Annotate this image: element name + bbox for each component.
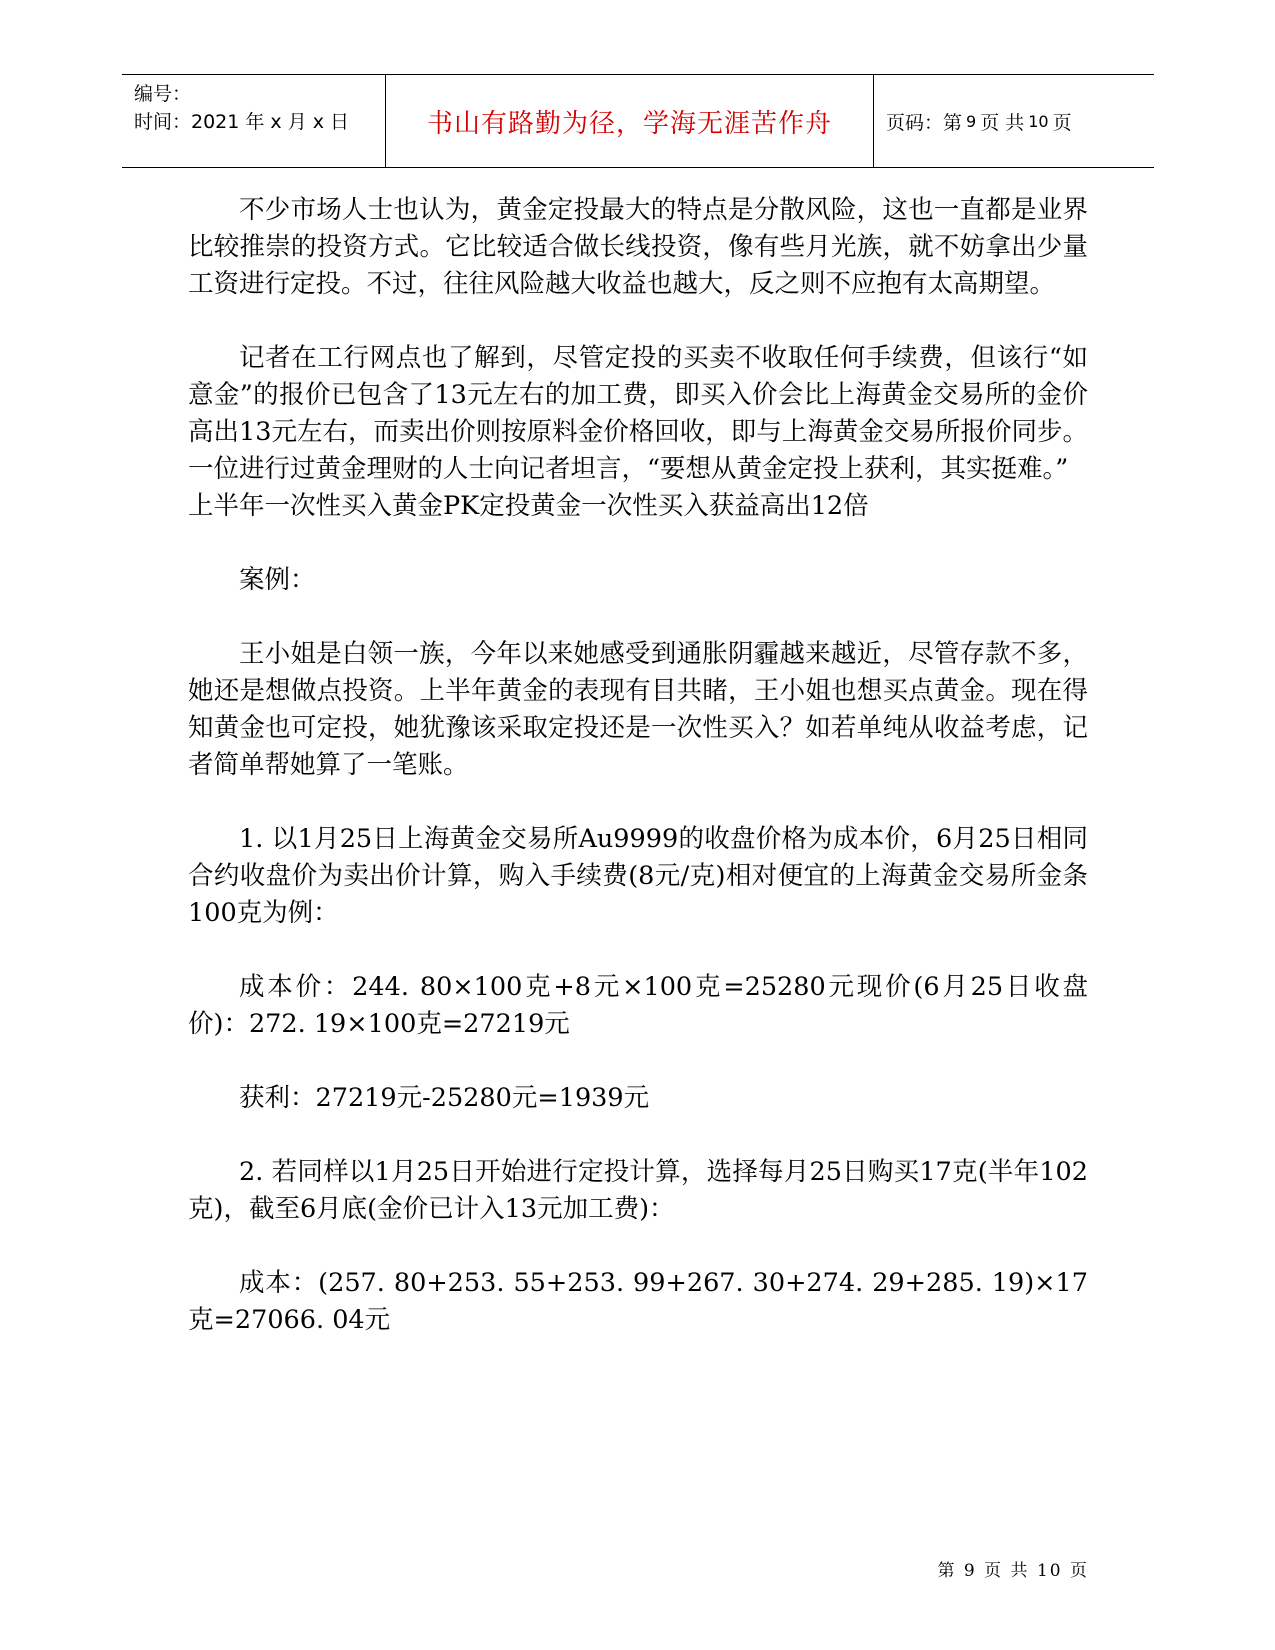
motto-text: 书山有路勤为径，学海无涯苦作舟 xyxy=(426,108,832,139)
page-mid: 页 共 xyxy=(980,111,1025,134)
paragraph-calc-1: 1. 以1月25日上海黄金交易所Au9999的收盘价格为成本价，6月25日相同合约收盘价为卖出价计算，购入手续费(8元/克)相对便宜的上海黄金交易所金条100克为例： xyxy=(188,824,1088,928)
header-motto-cell xyxy=(386,75,874,167)
page-prefix: 页码：第 xyxy=(886,111,963,134)
page-total: 10 xyxy=(1028,111,1049,131)
header-meta-cell xyxy=(122,75,386,167)
date-label: 时间：2021 年 x 月 x 日 xyxy=(134,111,350,133)
paragraph-market-view: 不少市场人士也认为，黄金定投最大的特点是分散风险，这也一直都是业界比较推崇的投资方式。它比较适合做长线投资，像有些月光族，就不妨拿出少量工资进行定投。不过，往往风险越大收益也越大，反之则不应抱有太高期望。 xyxy=(188,195,1088,299)
document-body xyxy=(188,192,1088,1339)
page-current: 9 xyxy=(966,111,977,131)
page-suffix: 页 xyxy=(1052,111,1072,134)
paragraph-case-label: 案例： xyxy=(239,565,316,595)
serial-label: 编号： xyxy=(134,83,192,105)
paragraph-case-story: 王小姐是白领一族，今年以来她感受到通胀阴霾越来越近，尽管存款不多，她还是想做点投资。上半年黄金的表现有目共睹，王小姐也想买点黄金。现在得知黄金也可定投，她犹豫该采取定投还是一次性买入？如若单纯从收益考虑，记者简单帮她算了一笔账。 xyxy=(188,639,1088,780)
document-header xyxy=(122,74,1154,168)
paragraph-icbc-fees: 记者在工行网点也了解到，尽管定投的买卖不收取任何手续费，但该行“如意金”的报价已包含了13元左右的加工费，即买入价会比上海黄金交易所的金价高出13元左右，而卖出价则按原料金价格回收，即与上海黄金交易所报价同步。一位进行过黄金理财的人士向记者坦言，“要想从黄金定投上获利，其实挺难。” xyxy=(188,343,1088,484)
paragraph-cost-total: 成本：(257. 80+253. 55+253. 99+267. 30+274. 29+285. 19)×17克=27066. 04元 xyxy=(188,1268,1088,1335)
header-page-cell xyxy=(874,75,1154,167)
section-heading: 上半年一次性买入黄金PK定投黄金一次性买入获益高出12倍 xyxy=(188,491,869,521)
paragraph-cost-price: 成本价：244. 80×100克+8元×100克=25280元现价(6月25日收盘价)：272. 19×100克=27219元 xyxy=(188,972,1088,1039)
paragraph-profit: 获利：27219元-25280元=1939元 xyxy=(239,1083,650,1113)
page-footer: 第 9 页 共 10 页 xyxy=(937,1561,1089,1581)
paragraph-calc-2: 2. 若同样以1月25日开始进行定投计算，选择每月25日购买17克(半年102克)，截至6月底(金价已计入13元加工费)： xyxy=(188,1157,1088,1224)
